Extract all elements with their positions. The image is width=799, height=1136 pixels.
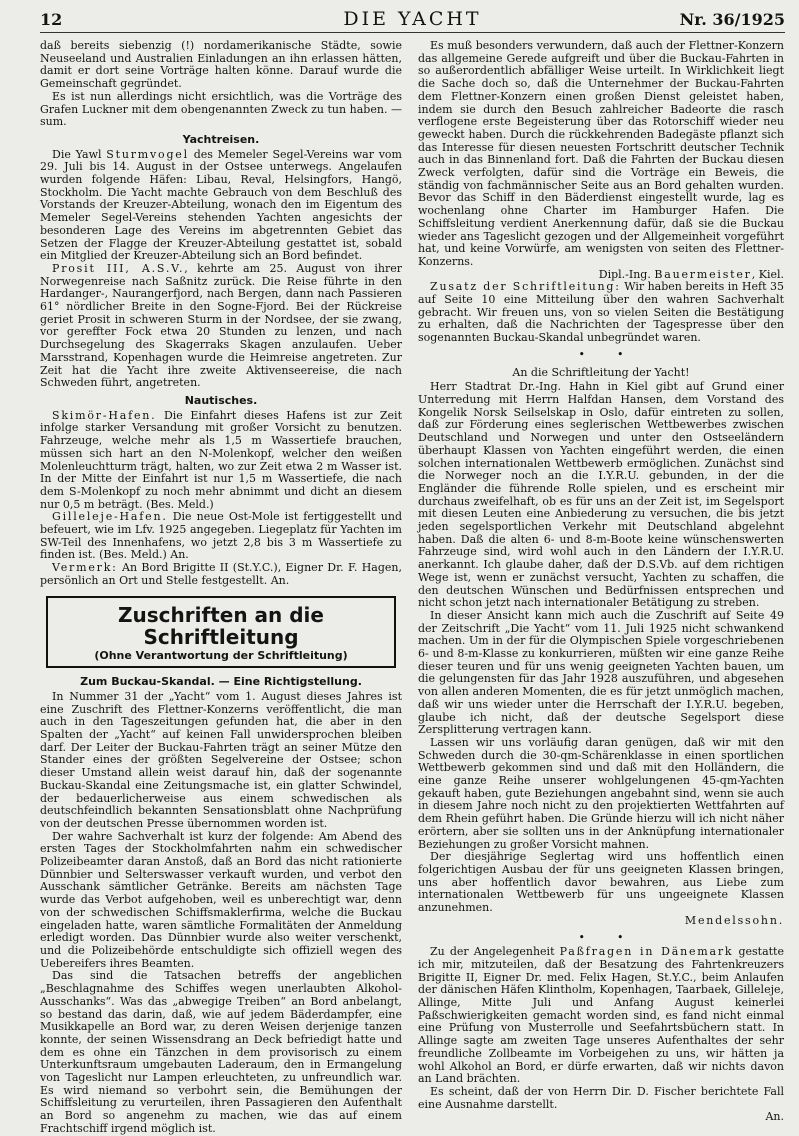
separator: • • (578, 347, 624, 361)
paragraph: Es ist nun allerdings nicht ersichtlich, was die Vorträge des Grafen Luckner mit dem obengenannten Zweck zu tun haben. — sum. (40, 89, 402, 129)
paragraph: Die Yawl Sturmvogel des Memeler Segel-Vereins war vom 29. Juli bis 14. August in der Ostsee unterwegs. Angelaufen wurden folgende Häfen: Libau, Reval, Helsingfors, Hangö, Stockholm. Die Yacht machte Gebrauch von dem Beschluß des Vorstands der Kreuzer-Abteilung, wonach den im Eigentum des Memeler Segel-Vereins stehenden Yachten angesichts der besonderen Lage des Vereins im abgetrennten Gebiet das Setzen der Flagge der Kreuzer-Abteilung gestattet ist, sobald ein Mitglied der Kreuzer-Abteilung sich an Bord befindet. (40, 147, 402, 263)
section-heading-yachtreisen: Yachtreisen. (182, 132, 260, 146)
paragraph: Gilleleje-Hafen. Die neue Ost-Mole ist fertiggestellt und befeuert, wie im Lfv. 1925 angegeben. Liegeplatz für Yachten im SW-Teil des Innenhafens, wo jetzt 2,8 bis 3 m Wassertiefe zu finden ist. (Bes. Meld.) An. (40, 510, 402, 562)
paragraph: Der diesjährige Seglertag wird uns hoffentlich einen folgerichtigen Ausbau der für uns geeigneten Klassen bringen, uns aber hoffentlich davor bewahren, aus Liebe zum internationalen Wettbewerb für uns ungeeignete Klassen anzunehmen. (418, 850, 784, 915)
section-heading-letter: An die Schriftleitung der Yacht! (512, 365, 690, 379)
paragraph: daß bereits siebenzig (!) nordamerikanische Städte, sowie Neuseeland und Australien Einladungen an ihn erlassen hätten, damit er dort seine Vorträge halten könne. Darauf wurde die Gemeinschaft gegründet. (40, 39, 402, 91)
right-column (418, 40, 784, 1124)
magazine-title: DIE YACHT (343, 8, 482, 30)
letters-section-title: Zuschriften an die Schriftleitung (118, 602, 324, 649)
paragraph: Vermerk: An Bord Brigitte II (St.Y.C.), Eigner Dr. F. Hagen, persönlich an Ort und Stelle festgestellt. An. (40, 561, 402, 587)
section-heading-nautisches: Nautisches. (184, 393, 258, 407)
signature: Dipl.-Ing. Bauermeister, Kiel. (598, 267, 784, 281)
left-column (40, 40, 402, 1136)
paragraph: Lassen wir uns vorläufig daran genügen, daß wir mit den Schweden durch die 30-qm-Schärenklasse in einen sportlichen Wettbewerb gekommen sind und daß mit den Holländern, die eine ganze Reihe unserer wohlgelungenen 45-qm-Yachten gekauft haben, gute Beziehungen angebahnt sind, wenn sie auch in diesem Jahre noch nicht zu den projektierten Wettfahrten auf dem Rhein geführt haben. Die Gründe hierzu will ich nicht näher erörtern, aber sie sollten uns in der Anknüpfung internationaler Beziehungen zu großer Vorsicht mahnen. (418, 735, 784, 851)
paragraph: Prosit III, A.S.V., kehrte am 25. August von ihrer Norwegenreise nach Saßnitz zurück. Die Reise führte in den Hardanger-, Naurangerfjord, nach Bergen, dann nach Passieren 61° nördlicher Breite in den Sogne-Fjord. Bei der Rückreise geriet Prosit in schweren Sturm in der Nordsee, der sie zwang, vor gereffter Fock etwa 20 Stunden zu lenzen, und nach Durchsegelung des Skagerraks Skagen anzulaufen. Ueber Marsstrand, Kopenhagen wurde die Heimreise angetreten. Zur Zeit hat die Yacht ihre zweite Aktivenseereise, die nach Schweden führt, angetreten. (40, 261, 402, 390)
signature: Mendelssohn. (684, 913, 784, 927)
letters-section-subtitle: (Ohne Verantwortung der Schriftleitung) (94, 648, 348, 662)
separator: • • (578, 930, 624, 944)
paragraph: In dieser Ansicht kann mich auch die Zuschrift auf Seite 49 der Zeitschrift „Die Yacht“ vom 11. Juli 1925 nicht schwankend machen. Um in der für die Olympischen Spiele vorgeschriebenen 6- und 8-m-Klasse zu konkurrieren, müßten wir eine ganze Reihe dieser teuren und für uns wenig geeigneten Yachten bauen, um die gelungensten für das Jahr 1928 auszuführen, und abgesehen von allen anderen Momenten, die es für jetzt unmöglich machen, daß wir uns wieder unter die Herrschaft der I.Y.R.U. begeben, glaube ich nicht, daß der deutsche Segelsport diese Zersplitterung vertragen kann. (418, 608, 784, 737)
paragraph: Herr Stadtrat Dr.-Ing. Hahn in Kiel gibt auf Grund einer Unterredung mit Herrn Halfdan Hansen, dem Vorstand des Kongelik Norsk Seilselskap in Oslo, dafür eintreten zu sollen, daß zur Förderung eines seglerischen Wettbewerbes zwischen Deutschland und Norwegen und unter den Ostseeländern überhaupt Klassen von Yachten eingeführt werden, die einen solchen internationalen Wettbewerb ermöglichen. Zunächst sind die Norweger noch an die I.Y.R.U. gebunden, in der die Engländer die führende Rolle spielen, und es erscheint mir durchaus zweifelhaft, ob es für uns an der Zeit ist, im Segelsport mit diesen Leuten eine Anbiederung zu versuchen, die bis jetzt jeden segelsportlichen Verkehr mit Deutschland abgelehnt haben. Daß die alten 6- und 8-m-Boote keine wünschenswerten Fahrzeuge sind, wird wohl auch in den Ländern der I.Y.R.U. anerkannt. Ich glaube daher, daß der D.S.Vb. auf dem richtigen Wege ist, wenn er zunächst versucht, Yachten zu schaffen, die den deutschen Wünschen und Bedürfnissen entsprechen und nicht schon jetzt nach internationaler Betätigung zu streben. (418, 380, 784, 610)
paragraph: In Nummer 31 der „Yacht“ vom 1. August dieses Jahres ist eine Zuschrift des Flettner-Konzerns veröffentlicht, die man auch in den Tageszeitungen gefunden hat, die aber in den Spalten der „Yacht“ auf keinen Fall unwidersprochen bleiben darf. Der Leiter der Buckau-Fahrten trägt an seiner Mütze den Stander eines der größten Segelvereine der Ostsee; schon dieser Umstand allein weist darauf hin, daß der sogenannte Buckau-Skandal eine Zeitungsmache ist, ein glatter Schwindel, der bedauerlicherweise aus einem schwedischen als deutschfeindlich bekannten Sensationsblatt ohne Nachprüfung von der deutschen Presse übernommen worden ist. (40, 689, 402, 830)
page-number: 12 (40, 10, 63, 29)
issue-number: Nr. 36/1925 (679, 10, 785, 29)
page-header (40, 8, 785, 33)
paragraph: Das sind die Tatsachen betreffs der angeblichen „Beschlagnahme des Schiffes wegen unerlaubten Alkohol-Ausschanks“. Was das „abwegige Treiben“ an Bord anbelangt, so bestand das darin, daß, wie auf jedem Bäderdampfer, eine Musikkapelle an Bord war, zu deren Weisen derjenige tanzen konnte, der seinen Wissensdrang an Deck befriedigt hatte und dem es ohne ein Tänzchen in dem provisorisch zu einem Unterkunftsraum umgebauten Laderaum, den in Ermangelung von Tageslicht nur Lampen erleuchteten, zu unfreundlich war. Es wird niemand so verbohrt sein, die Bemühungen der Schiffsleitung zu verurteilen, ihren Passagieren den Aufenthalt an Bord so angenehm zu machen, wie das auf einem Frachtschiff irgend möglich ist. (40, 969, 402, 1135)
paragraph: Zu der Angelegenheit Paßfragen in Dänemark gestatte ich mir, mitzuteilen, daß der Besatzung des Fahrtenkreuzers Brigitte II, Eigner Dr. med. Felix Hagen, St.Y.C., beim Anlaufen der dänischen Häfen Klintholm, Kopenhagen, Taarbaek, Gilleleje, Allinge, Mitte Juli und Anfang August keinerlei Paßschwierigkeiten gemacht worden sind, es fand nicht einmal eine Prüfung von Musterrolle und Seefahrtsbüchern statt. In Allinge sagte am zweiten Tage unseres Aufenthaltes der sehr freundliche Zollbeamte im Vorbeigehen zu uns, wir hätten ja wohl Alkohol an Bord, er dürfe erwarten, daß wir nichts davon an Land brächten. (418, 945, 784, 1086)
section-heading-buckau: Zum Buckau-Skandal. — Eine Richtigstellung. (80, 675, 362, 689)
paragraph: Es muß besonders verwundern, daß auch der Flettner-Konzern das allgemeine Gerede aufgreift und über die Buckau-Fahrten in so außerordentlich abfälliger Weise urteilt. In Wirklichkeit liegt die Sache doch so, daß die Unternehmer der Buckau-Fahrten dem Flettner-Konzern einen großen Dienst geleistet haben, indem sie durch den Besuch zahlreicher Badeorte die rasch verflogene erste Begeisterung über das Rotorschiff wieder neu geweckt haben. Durch die rückkehrenden Badegäste pflanzt sich das Interesse für diesen neuesten Fortschritt deutscher Technik auch in das Binnenland fort. Daß die Fahrten der Buckau diesen Zweck verfolgten, dafür sind die Vorträge ein Beweis, die ständig von fachmännischer Seite aus an Bord gehalten wurden. Bevor das Schiff in den Bäderdienst eingestellt wurde, lag es wochenlang ohne Charter im Hamburger Hafen. Die Schiffsleitung verdient Anerkennung dafür, daß sie die Buckau wieder ans Tageslicht gezogen und der Allgemeinheit vorgeführt hat, und keine Vorwürfe, am wenigsten von seiten des Flettner-Konzerns. (418, 39, 784, 268)
paragraph: Skimör-Hafen. Die Einfahrt dieses Hafens ist zur Zeit infolge starker Versandung mit großer Vorsicht zu benutzen. Fahrzeuge, welche mehr als 1,5 m Wassertiefe brauchen, müssen sich hart an den N-Molenkopf, welcher den weißen Molenleuchtturm trägt, halten, wo zur Zeit etwa 2 m Wasser ist. In der Mitte der Einfahrt ist nur 1,5 m Wassertiefe, die nach dem S-Molenkopf zu noch mehr abnimmt und dicht an diesem nur 0,5 m beträgt. (Bes. Meld.) (40, 408, 402, 511)
paragraph: Es scheint, daß der von Herrn Dir. D. Fischer berichtete Fall eine Ausnahme darstellt. (418, 1084, 784, 1111)
signature: An. (765, 1110, 784, 1124)
paragraph: Zusatz der Schriftleitung: Wir haben bereits in Heft 35 auf Seite 10 eine Mitteilung über den wahren Sachverhalt gebracht. Wir freuen uns, von so vielen Seiten die Bestätigung zu erhalten, daß die Nachrichten der Tagespresse über den sogenannten Buckau-Skandal unbegründet waren. (418, 280, 784, 345)
paragraph: Der wahre Sachverhalt ist kurz der folgende: Am Abend des ersten Tages der Stockholmfahrten nahm ein schwedischer Polizeibeamter daran Anstoß, daß an Bord das nicht rationierte Dünnbier und Selterswasser verkauft wurden, und verbot den Ausschank sämtlicher Getränke. Bereits am nächsten Tage wurde das Verbot aufgehoben, weil es unberechtigt war, denn von der schwedischen Schiffsmaklerfirma, welche die Buckau eingeladen hatte, waren sämtliche Formalitäten der Anmeldung erledigt worden. Das Dünnbier wurde also weiter verschenkt, und die Polizeibehörde entschuldigte sich offiziell wegen des Uebereifers ihres Beamten. (40, 829, 402, 970)
letters-section-box (46, 596, 396, 669)
